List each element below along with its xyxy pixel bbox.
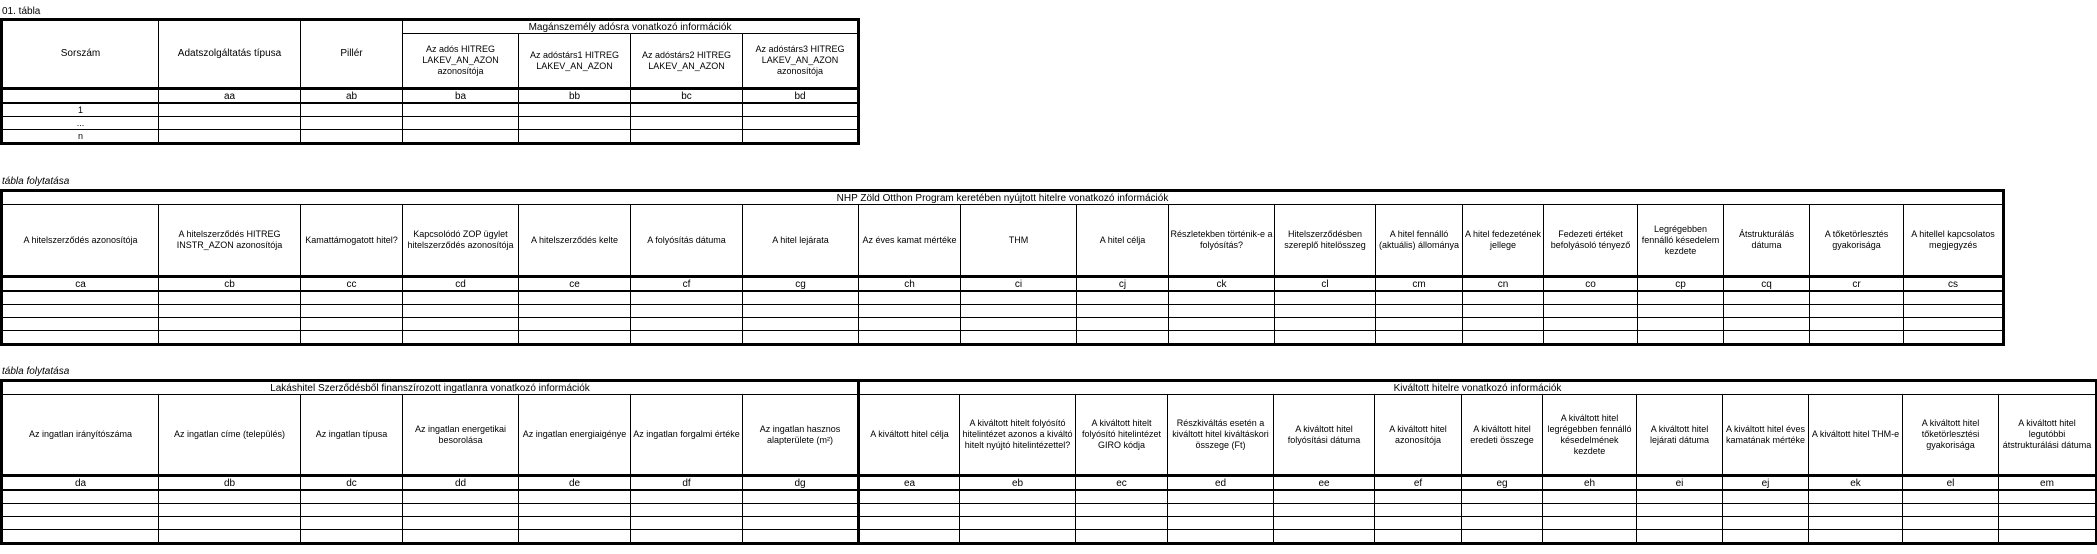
empty-cell	[631, 517, 743, 530]
empty-cell	[1076, 517, 1168, 530]
column-header: A kiváltott hitel éves kamatának mértéke	[1723, 395, 1809, 476]
column-header: Részkiváltás esetén a kiváltott hitel kiváltáskori összege (Ft)	[1168, 395, 1274, 476]
empty-cell	[859, 318, 961, 331]
empty-cell	[519, 490, 631, 504]
empty-cell	[1903, 490, 1999, 504]
table-2	[0, 189, 2005, 346]
empty-cell	[1168, 490, 1274, 504]
code-cell: df	[631, 476, 743, 491]
code-cell: ek	[1809, 476, 1903, 491]
empty-cell	[1274, 490, 1375, 504]
empty-cell	[519, 530, 631, 544]
row-label: n	[2, 130, 159, 144]
column-header: Legrégebben fennálló késedelem kezdete	[1638, 205, 1724, 277]
empty-cell	[1724, 331, 1810, 345]
column-header: A kiváltott hitel azonosítója	[1375, 395, 1462, 476]
table-row	[2, 117, 859, 130]
column-header: Az ingatlan hasznos alapterülete (m²)	[743, 395, 859, 476]
empty-cell	[743, 318, 859, 331]
empty-cell	[2, 490, 159, 504]
empty-cell	[519, 130, 631, 144]
column-header: Az ingatlan energetikai besorolása	[403, 395, 519, 476]
empty-cell	[403, 291, 519, 305]
empty-cell	[1275, 318, 1376, 331]
empty-cell	[1375, 490, 1462, 504]
code-cell: bc	[631, 89, 743, 104]
empty-cell	[1638, 291, 1724, 305]
empty-cell	[1275, 291, 1376, 305]
empty-cell	[1637, 490, 1723, 504]
row-label: ...	[2, 117, 159, 130]
empty-cell	[1543, 490, 1637, 504]
empty-cell	[631, 103, 743, 117]
code-cell: dd	[403, 476, 519, 491]
table-row	[2, 130, 859, 144]
empty-cell	[1999, 517, 2097, 530]
empty-cell	[1076, 490, 1168, 504]
empty-cell	[2, 291, 159, 305]
empty-cell	[1810, 331, 1904, 345]
code-cell: bd	[743, 89, 859, 104]
code-cell: ca	[2, 277, 159, 292]
empty-cell	[519, 305, 631, 318]
empty-cell	[1723, 517, 1809, 530]
empty-cell	[1076, 530, 1168, 544]
empty-cell	[631, 130, 743, 144]
empty-cell	[1904, 305, 2004, 318]
empty-cell	[743, 331, 859, 345]
code-cell: db	[159, 476, 301, 491]
column-header: A folyósítás dátuma	[631, 205, 743, 277]
empty-cell	[403, 117, 519, 130]
empty-cell	[1463, 318, 1544, 331]
code-cell: cf	[631, 277, 743, 292]
code-cell: eg	[1462, 476, 1543, 491]
empty-cell	[1809, 490, 1903, 504]
code-cell: cq	[1724, 277, 1810, 292]
table-2-caption: tábla folytatása	[2, 176, 70, 187]
empty-cell	[403, 318, 519, 331]
column-header: Részletekben történik-e a folyósítás?	[1169, 205, 1275, 277]
empty-cell	[1544, 291, 1638, 305]
table-row	[2, 490, 2097, 504]
code-cell: ee	[1274, 476, 1375, 491]
empty-cell	[743, 305, 859, 318]
empty-cell	[1463, 291, 1544, 305]
code-cell: cg	[743, 277, 859, 292]
table-row	[2, 103, 859, 117]
empty-cell	[159, 130, 301, 144]
empty-cell	[1903, 517, 1999, 530]
empty-cell	[1723, 504, 1809, 517]
empty-cell	[301, 331, 403, 345]
code-cell: eb	[960, 476, 1076, 491]
code-cell: cm	[1376, 277, 1463, 292]
empty-cell	[403, 530, 519, 544]
table-row	[2, 504, 2097, 517]
empty-cell	[1076, 504, 1168, 517]
empty-cell	[159, 530, 301, 544]
empty-cell	[1638, 331, 1724, 345]
empty-cell	[1544, 318, 1638, 331]
empty-cell	[631, 305, 743, 318]
code-cell: cc	[301, 277, 403, 292]
empty-cell	[1999, 504, 2097, 517]
empty-cell	[960, 530, 1076, 544]
column-header: Az éves kamat mértéke	[859, 205, 961, 277]
table-row	[2, 291, 2004, 305]
empty-cell	[1543, 530, 1637, 544]
empty-cell	[1637, 517, 1723, 530]
column-header: A hitel fedezetének jellege	[1463, 205, 1544, 277]
column-header: A hitel lejárata	[743, 205, 859, 277]
empty-cell	[301, 490, 403, 504]
table-row	[2, 530, 2097, 544]
empty-cell	[743, 530, 859, 544]
empty-cell	[1376, 331, 1463, 345]
empty-cell	[1904, 331, 2004, 345]
empty-cell	[1810, 318, 1904, 331]
empty-cell	[2, 331, 159, 345]
column-header: Az ingatlan energiaigénye	[519, 395, 631, 476]
header-sorszam: Sorszám	[2, 20, 159, 89]
empty-cell	[1077, 291, 1169, 305]
empty-cell	[1903, 504, 1999, 517]
empty-cell	[2, 318, 159, 331]
code-cell: cs	[1904, 277, 2004, 292]
empty-cell	[1543, 517, 1637, 530]
empty-cell	[859, 490, 960, 504]
empty-cell	[1723, 490, 1809, 504]
empty-cell	[1376, 291, 1463, 305]
column-header: A kiváltott hitelt folyósító hitelintézet GIRO kódja	[1076, 395, 1168, 476]
empty-cell	[1077, 305, 1169, 318]
table-3	[0, 379, 2097, 545]
empty-cell	[631, 530, 743, 544]
empty-cell	[1274, 530, 1375, 544]
code-cell: ce	[519, 277, 631, 292]
table-1-caption: 01. tábla	[2, 6, 41, 17]
empty-cell	[1275, 305, 1376, 318]
code-cell: ck	[1169, 277, 1275, 292]
header-adostars2-hitreg: Az adóstárs2 HITREG LAKEV_AN_AZON	[631, 34, 743, 89]
empty-cell	[1810, 291, 1904, 305]
empty-cell	[1168, 517, 1274, 530]
empty-cell	[1169, 331, 1275, 345]
empty-cell	[1169, 291, 1275, 305]
column-header: A kiváltott hitel THM-e	[1809, 395, 1903, 476]
empty-cell	[961, 305, 1077, 318]
empty-cell	[631, 291, 743, 305]
column-header: A hitelszerződés kelte	[519, 205, 631, 277]
empty-cell	[1376, 318, 1463, 331]
empty-cell	[403, 305, 519, 318]
table-row	[2, 331, 2004, 345]
empty-cell	[403, 504, 519, 517]
empty-cell	[1168, 530, 1274, 544]
empty-cell	[1999, 530, 2097, 544]
group-header-maganszemely: Magánszemély adósra vonatkozó információk	[403, 20, 859, 34]
empty-cell	[1904, 318, 2004, 331]
empty-cell	[519, 117, 631, 130]
code-cell: cb	[159, 277, 301, 292]
empty-cell	[1376, 305, 1463, 318]
column-header: Az ingatlan címe (település)	[159, 395, 301, 476]
empty-cell	[1077, 318, 1169, 331]
empty-cell	[159, 291, 301, 305]
column-header: Az ingatlan típusa	[301, 395, 403, 476]
empty-cell	[961, 291, 1077, 305]
empty-cell	[1169, 305, 1275, 318]
empty-cell	[1274, 504, 1375, 517]
code-cell: eh	[1543, 476, 1637, 491]
empty-cell	[1809, 530, 1903, 544]
code-cell: bb	[519, 89, 631, 104]
empty-cell	[743, 490, 859, 504]
empty-cell	[631, 504, 743, 517]
empty-cell	[960, 504, 1076, 517]
empty-cell	[301, 291, 403, 305]
empty-cell	[519, 103, 631, 117]
table-row	[2, 318, 2004, 331]
empty-cell	[301, 517, 403, 530]
column-header: Átstrukturálás dátuma	[1724, 205, 1810, 277]
column-header: A kiváltott hitel legutóbbi átstrukturálási dátuma	[1999, 395, 2097, 476]
empty-cell	[1274, 517, 1375, 530]
row-label: 1	[2, 103, 159, 117]
column-header: A hitelszerződés HITREG INSTR_AZON azonosítója	[159, 205, 301, 277]
column-header: Hitelszerződésben szereplő hitelösszeg	[1275, 205, 1376, 277]
code-cell: dc	[301, 476, 403, 491]
empty-cell	[159, 517, 301, 530]
empty-cell	[301, 318, 403, 331]
empty-cell	[1462, 530, 1543, 544]
empty-cell	[1637, 504, 1723, 517]
code-cell: ed	[1168, 476, 1274, 491]
empty-cell	[743, 117, 859, 130]
group-header-kivaltott-hitel: Kiváltott hitelre vonatkozó információk	[859, 381, 2097, 395]
table-row	[2, 517, 2097, 530]
empty-cell	[1999, 490, 2097, 504]
code-cell: cd	[403, 277, 519, 292]
empty-cell	[301, 530, 403, 544]
column-header: A kiváltott hitel lejárati dátuma	[1637, 395, 1723, 476]
empty-cell	[2, 305, 159, 318]
empty-cell	[403, 130, 519, 144]
empty-cell	[859, 291, 961, 305]
column-header: Kamattámogatott hitel?	[301, 205, 403, 277]
empty-cell	[961, 331, 1077, 345]
column-header: A kiváltott hitel folyósítási dátuma	[1274, 395, 1375, 476]
empty-cell	[301, 103, 403, 117]
empty-cell	[519, 331, 631, 345]
empty-cell	[1275, 331, 1376, 345]
code-cell: ba	[403, 89, 519, 104]
empty-cell	[1077, 331, 1169, 345]
header-piller: Pillér	[301, 20, 403, 89]
code-cell: ci	[961, 277, 1077, 292]
empty-cell	[1723, 530, 1809, 544]
column-header: Az ingatlan irányítószáma	[2, 395, 159, 476]
empty-cell	[1724, 318, 1810, 331]
code-cell: cr	[1810, 277, 1904, 292]
empty-cell	[1543, 504, 1637, 517]
empty-cell	[1168, 504, 1274, 517]
code-cell: dg	[743, 476, 859, 491]
column-header: A hitel célja	[1077, 205, 1169, 277]
empty-cell	[403, 331, 519, 345]
empty-cell	[403, 517, 519, 530]
column-header: A kiváltott hitelt folyósító hitelintézet azonos a kiváltó hitelt nyújtó hitelintézettel?	[960, 395, 1076, 476]
empty-cell	[1462, 490, 1543, 504]
column-header: A kiváltott hitel tőketörlesztési gyakorisága	[1903, 395, 1999, 476]
empty-cell	[1463, 305, 1544, 318]
column-header: A kiváltott hitel célja	[859, 395, 960, 476]
empty-cell	[519, 504, 631, 517]
code-cell: cn	[1463, 277, 1544, 292]
code-cell: ea	[859, 476, 960, 491]
empty-cell	[2, 504, 159, 517]
code-cell: ei	[1637, 476, 1723, 491]
code-cell: cp	[1638, 277, 1724, 292]
code-cell: ch	[859, 277, 961, 292]
empty-cell	[1169, 318, 1275, 331]
empty-cell	[743, 291, 859, 305]
empty-cell	[159, 318, 301, 331]
empty-cell	[743, 504, 859, 517]
code-cell: ab	[301, 89, 403, 104]
empty-cell	[301, 117, 403, 130]
empty-cell	[1544, 305, 1638, 318]
empty-cell	[1375, 504, 1462, 517]
empty-cell	[1638, 305, 1724, 318]
table-1	[0, 18, 860, 145]
header-adostars1-hitreg: Az adóstárs1 HITREG LAKEV_AN_AZON	[519, 34, 631, 89]
code-cell: ef	[1375, 476, 1462, 491]
code-cell: cl	[1275, 277, 1376, 292]
header-adatszolgaltatas-tipusa: Adatszolgáltatás típusa	[159, 20, 301, 89]
empty-cell	[859, 517, 960, 530]
empty-cell	[2, 530, 159, 544]
empty-cell	[159, 490, 301, 504]
column-header: Kapcsolódó ZOP ügylet hitelszerződés azonosítója	[403, 205, 519, 277]
empty-cell	[1904, 291, 2004, 305]
column-header: A kiváltott hitel legrégebben fennálló késedelmének kezdete	[1543, 395, 1637, 476]
code-cell: cj	[1077, 277, 1169, 292]
empty-cell	[1375, 530, 1462, 544]
empty-cell	[743, 517, 859, 530]
empty-cell	[743, 130, 859, 144]
code-cell: de	[519, 476, 631, 491]
empty-cell	[2, 517, 159, 530]
column-header: THM	[961, 205, 1077, 277]
code-cell: em	[1999, 476, 2097, 491]
empty-cell	[1638, 318, 1724, 331]
empty-cell	[159, 103, 301, 117]
empty-cell	[743, 103, 859, 117]
empty-cell	[1375, 517, 1462, 530]
empty-cell	[159, 331, 301, 345]
empty-cell	[1724, 305, 1810, 318]
empty-cell	[960, 490, 1076, 504]
empty-cell	[960, 517, 1076, 530]
empty-cell	[859, 530, 960, 544]
empty-cell	[1462, 504, 1543, 517]
empty-cell	[631, 318, 743, 331]
code-cell: co	[1544, 277, 1638, 292]
empty-cell	[301, 504, 403, 517]
empty-cell	[1809, 504, 1903, 517]
empty-cell	[1724, 291, 1810, 305]
empty-cell	[1903, 530, 1999, 544]
header-adostars3-hitreg: Az adóstárs3 HITREG LAKEV_AN_AZON azonosítója	[743, 34, 859, 89]
empty-cell	[519, 291, 631, 305]
empty-cell	[159, 504, 301, 517]
empty-cell	[1463, 331, 1544, 345]
empty-cell	[961, 318, 1077, 331]
empty-cell	[301, 305, 403, 318]
code-cell: aa	[159, 89, 301, 104]
empty-cell	[519, 318, 631, 331]
empty-cell	[631, 331, 743, 345]
group-header-lakashitel: Lakáshitel Szerződésből finanszírozott ingatlanra vonatkozó információk	[2, 381, 859, 395]
empty-cell	[519, 517, 631, 530]
column-header: Fedezeti értéket befolyásoló tényező	[1544, 205, 1638, 277]
column-header: A hitelszerződés azonosítója	[2, 205, 159, 277]
code-cell: el	[1903, 476, 1999, 491]
empty-cell	[1810, 305, 1904, 318]
column-header: A hitellel kapcsolatos megjegyzés	[1904, 205, 2004, 277]
column-header: A tőketörlesztés gyakorisága	[1810, 205, 1904, 277]
column-header: A hitel fennálló (aktuális) állománya	[1376, 205, 1463, 277]
empty-cell	[1637, 530, 1723, 544]
empty-cell	[1809, 517, 1903, 530]
empty-cell	[1544, 331, 1638, 345]
empty-cell	[403, 103, 519, 117]
empty-cell	[859, 504, 960, 517]
empty-cell	[859, 305, 961, 318]
column-header: Az ingatlan forgalmi értéke	[631, 395, 743, 476]
empty-cell	[301, 130, 403, 144]
code-cell: ej	[1723, 476, 1809, 491]
empty-cell	[631, 117, 743, 130]
header-ados-hitreg: Az adós HITREG LAKEV_AN_AZON azonosítója	[403, 34, 519, 89]
empty-cell	[631, 490, 743, 504]
column-header: A kiváltott hitel eredeti összege	[1462, 395, 1543, 476]
empty-cell	[403, 490, 519, 504]
code-cell	[2, 89, 159, 104]
table-3-caption: tábla folytatása	[2, 366, 70, 377]
empty-cell	[1462, 517, 1543, 530]
code-cell: da	[2, 476, 159, 491]
empty-cell	[859, 331, 961, 345]
group-header-nhp: NHP Zöld Otthon Program keretében nyújtott hitelre vonatkozó információk	[2, 191, 2004, 205]
empty-cell	[159, 305, 301, 318]
table-row	[2, 305, 2004, 318]
code-cell: ec	[1076, 476, 1168, 491]
empty-cell	[159, 117, 301, 130]
